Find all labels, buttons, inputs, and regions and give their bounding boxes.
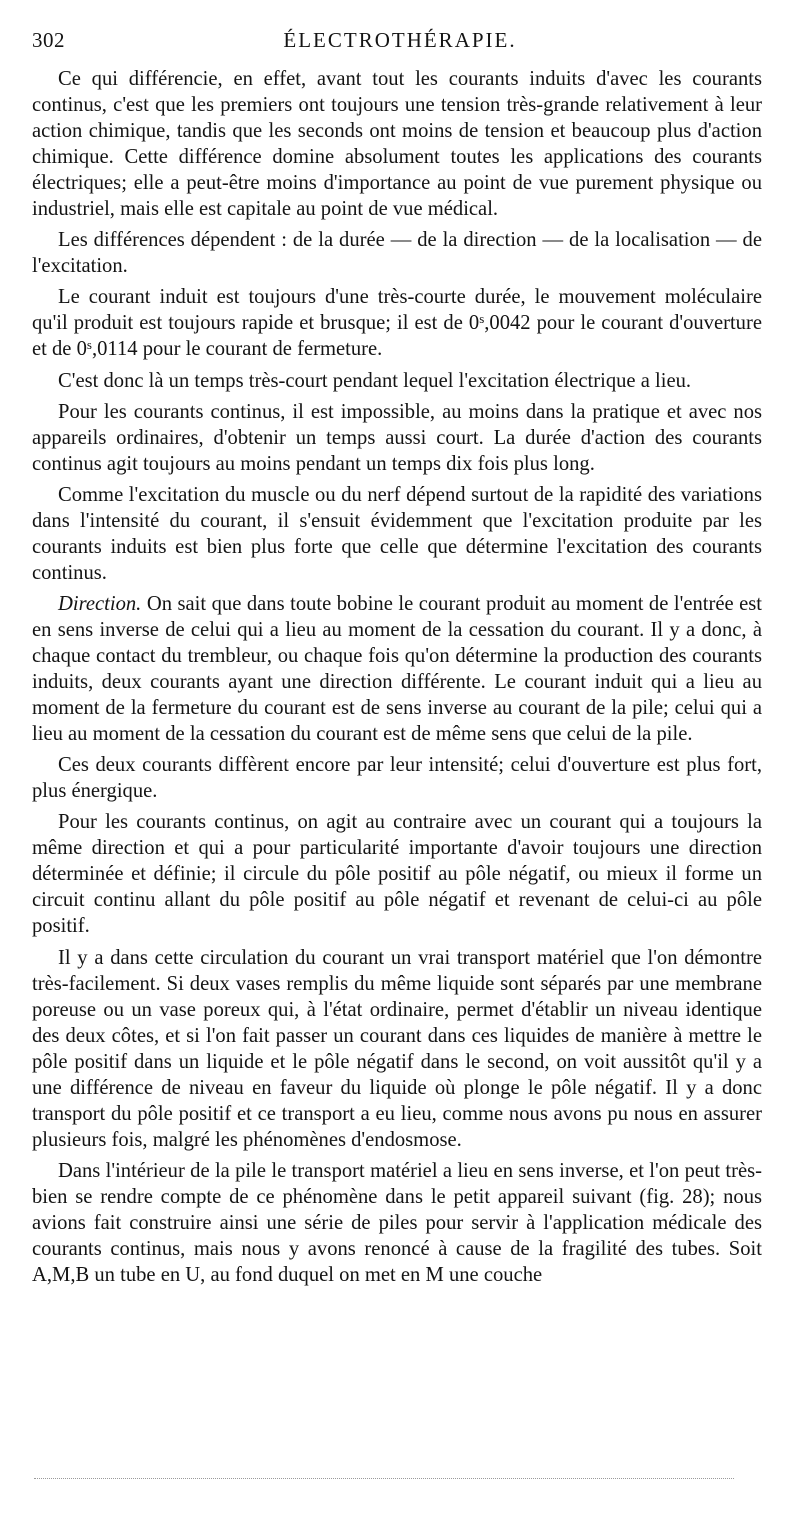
paragraph: Il y a dans cette circulation du courant un vrai transport matériel que l'on démontre très-facilement. Si deux vases remplis du même liquide sont séparés par une membrane poreuse ou un vase poreux qui, à l'état ordinaire, permet d'établir un niveau identique des deux côtes, et si l'on fait passer un courant dans ces liquides de manière à mettre le pôle positif dans un liquide et le pôle négatif dans le second, on voit aussitôt qu'il y a une différence de niveau en faveur du liquide où plonge le pôle négatif. Il y a donc transport du pôle positif et ce transport a eu lieu, comme nous avons pu nous en assurer plusieurs fois, malgré les phénomènes d'endosmose. [32, 946, 762, 1151]
body-text [32, 66, 762, 1288]
seconds-mark: s [479, 311, 485, 327]
paragraph: C'est donc là un temps très-court pendant lequel l'excitation électrique a lieu. [58, 369, 692, 392]
bottom-scan-rule [34, 1478, 734, 1479]
page-header [32, 28, 768, 58]
paragraph-direction [32, 591, 762, 747]
paragraph: Dans l'intérieur de la pile le transport matériel a lieu en sens inverse, et l'on peut très-bien se rendre compte de ce phénomène dans le petit appareil suivant (fig. 28); nous avions fait construire ainsi une série de piles pour servir à l'application médicale des courants continus, mais nous y avons renoncé à cause de la fragilité des tubes. Soit A,M,B un tube en U, au fond duquel on met en M une couche [32, 1159, 762, 1287]
closing-duration: ,0114 [91, 338, 138, 361]
paragraph: Ces deux courants diffèrent encore par leur intensité; celui d'ouverture est plus fort, plus énergique. [32, 754, 762, 803]
opening-duration: ,0042 [484, 312, 531, 335]
running-title: ÉLECTROTHÉRAPIE. [283, 28, 517, 52]
seconds-mark: s [86, 337, 92, 353]
page-number: 302 [32, 28, 65, 52]
paragraph: Comme l'excitation du muscle ou du nerf dépend surtout de la rapidité des variations dans l'intensité du courant, il s'ensuit évidemment que l'excitation produite par les courants induits est bien plus forte que celle que détermine l'excitation des courants continus. [32, 483, 762, 584]
paragraph: Ce qui différencie, en effet, avant tout les courants induits d'avec les courants continus, c'est que les premiers ont toujours une tension très-grande relativement à leur action chimique, tandis que les seconds ont moins de tension et beaucoup plus d'action chimique. Cette différence domine absolument toutes les applications des courants électriques; elle a peut-être moins d'importance au point de vue purement physique ou industriel, mais elle est capitale au point de vue médical. [32, 68, 762, 221]
paragraph: Pour les courants continus, il est impossible, au moins dans la pratique et avec nos appareils ordinaires, d'obtenir un temps aussi court. La durée d'action des courants continus agit toujours au moins pendant un temps dix fois plus long. [32, 400, 762, 475]
direction-text: On sait que dans toute bobine le courant produit au moment de l'entrée est en sens inverse de celui qui a lieu au moment de la cessation du courant. Il y a donc, à chaque contact du trembleur, ou chaque fois qu'on détermine la production des courants induits, deux courants ayant une direction différente. Le courant induit qui a lieu au moment de la fermeture du courant est de sens inverse au courant de la pile; celui qui a lieu au moment de la cessation du courant est de même sens que celui de la pile. [32, 592, 762, 746]
paragraph: Les différences dépendent : de la durée — de la direction — de la localisation — de l'excitation. [32, 229, 762, 278]
paragraph: Pour les courants continus, on agit au contraire avec un courant qui a toujours la même direction et qui a pour particularité importante d'avoir toujours une direction déterminée et définie; il circule du pôle positif au pôle négatif, ou mieux il forme un circuit continu allant du pôle positif au pôle négatif et revenant de celui-ci au pôle positif. [32, 811, 762, 938]
duration-text-between: pour le courant d'ouverture et de 0 [32, 312, 762, 361]
duration-text: Le courant induit est toujours d'une très-courte durée, le mouvement moléculaire qu'il produit est toujours rapide et brusque; il est de 0 [32, 286, 762, 335]
paragraph-duration [32, 284, 762, 362]
section-heading-direction: Direction. [58, 592, 142, 615]
duration-text-after: pour le courant de fermeture. [137, 338, 383, 361]
